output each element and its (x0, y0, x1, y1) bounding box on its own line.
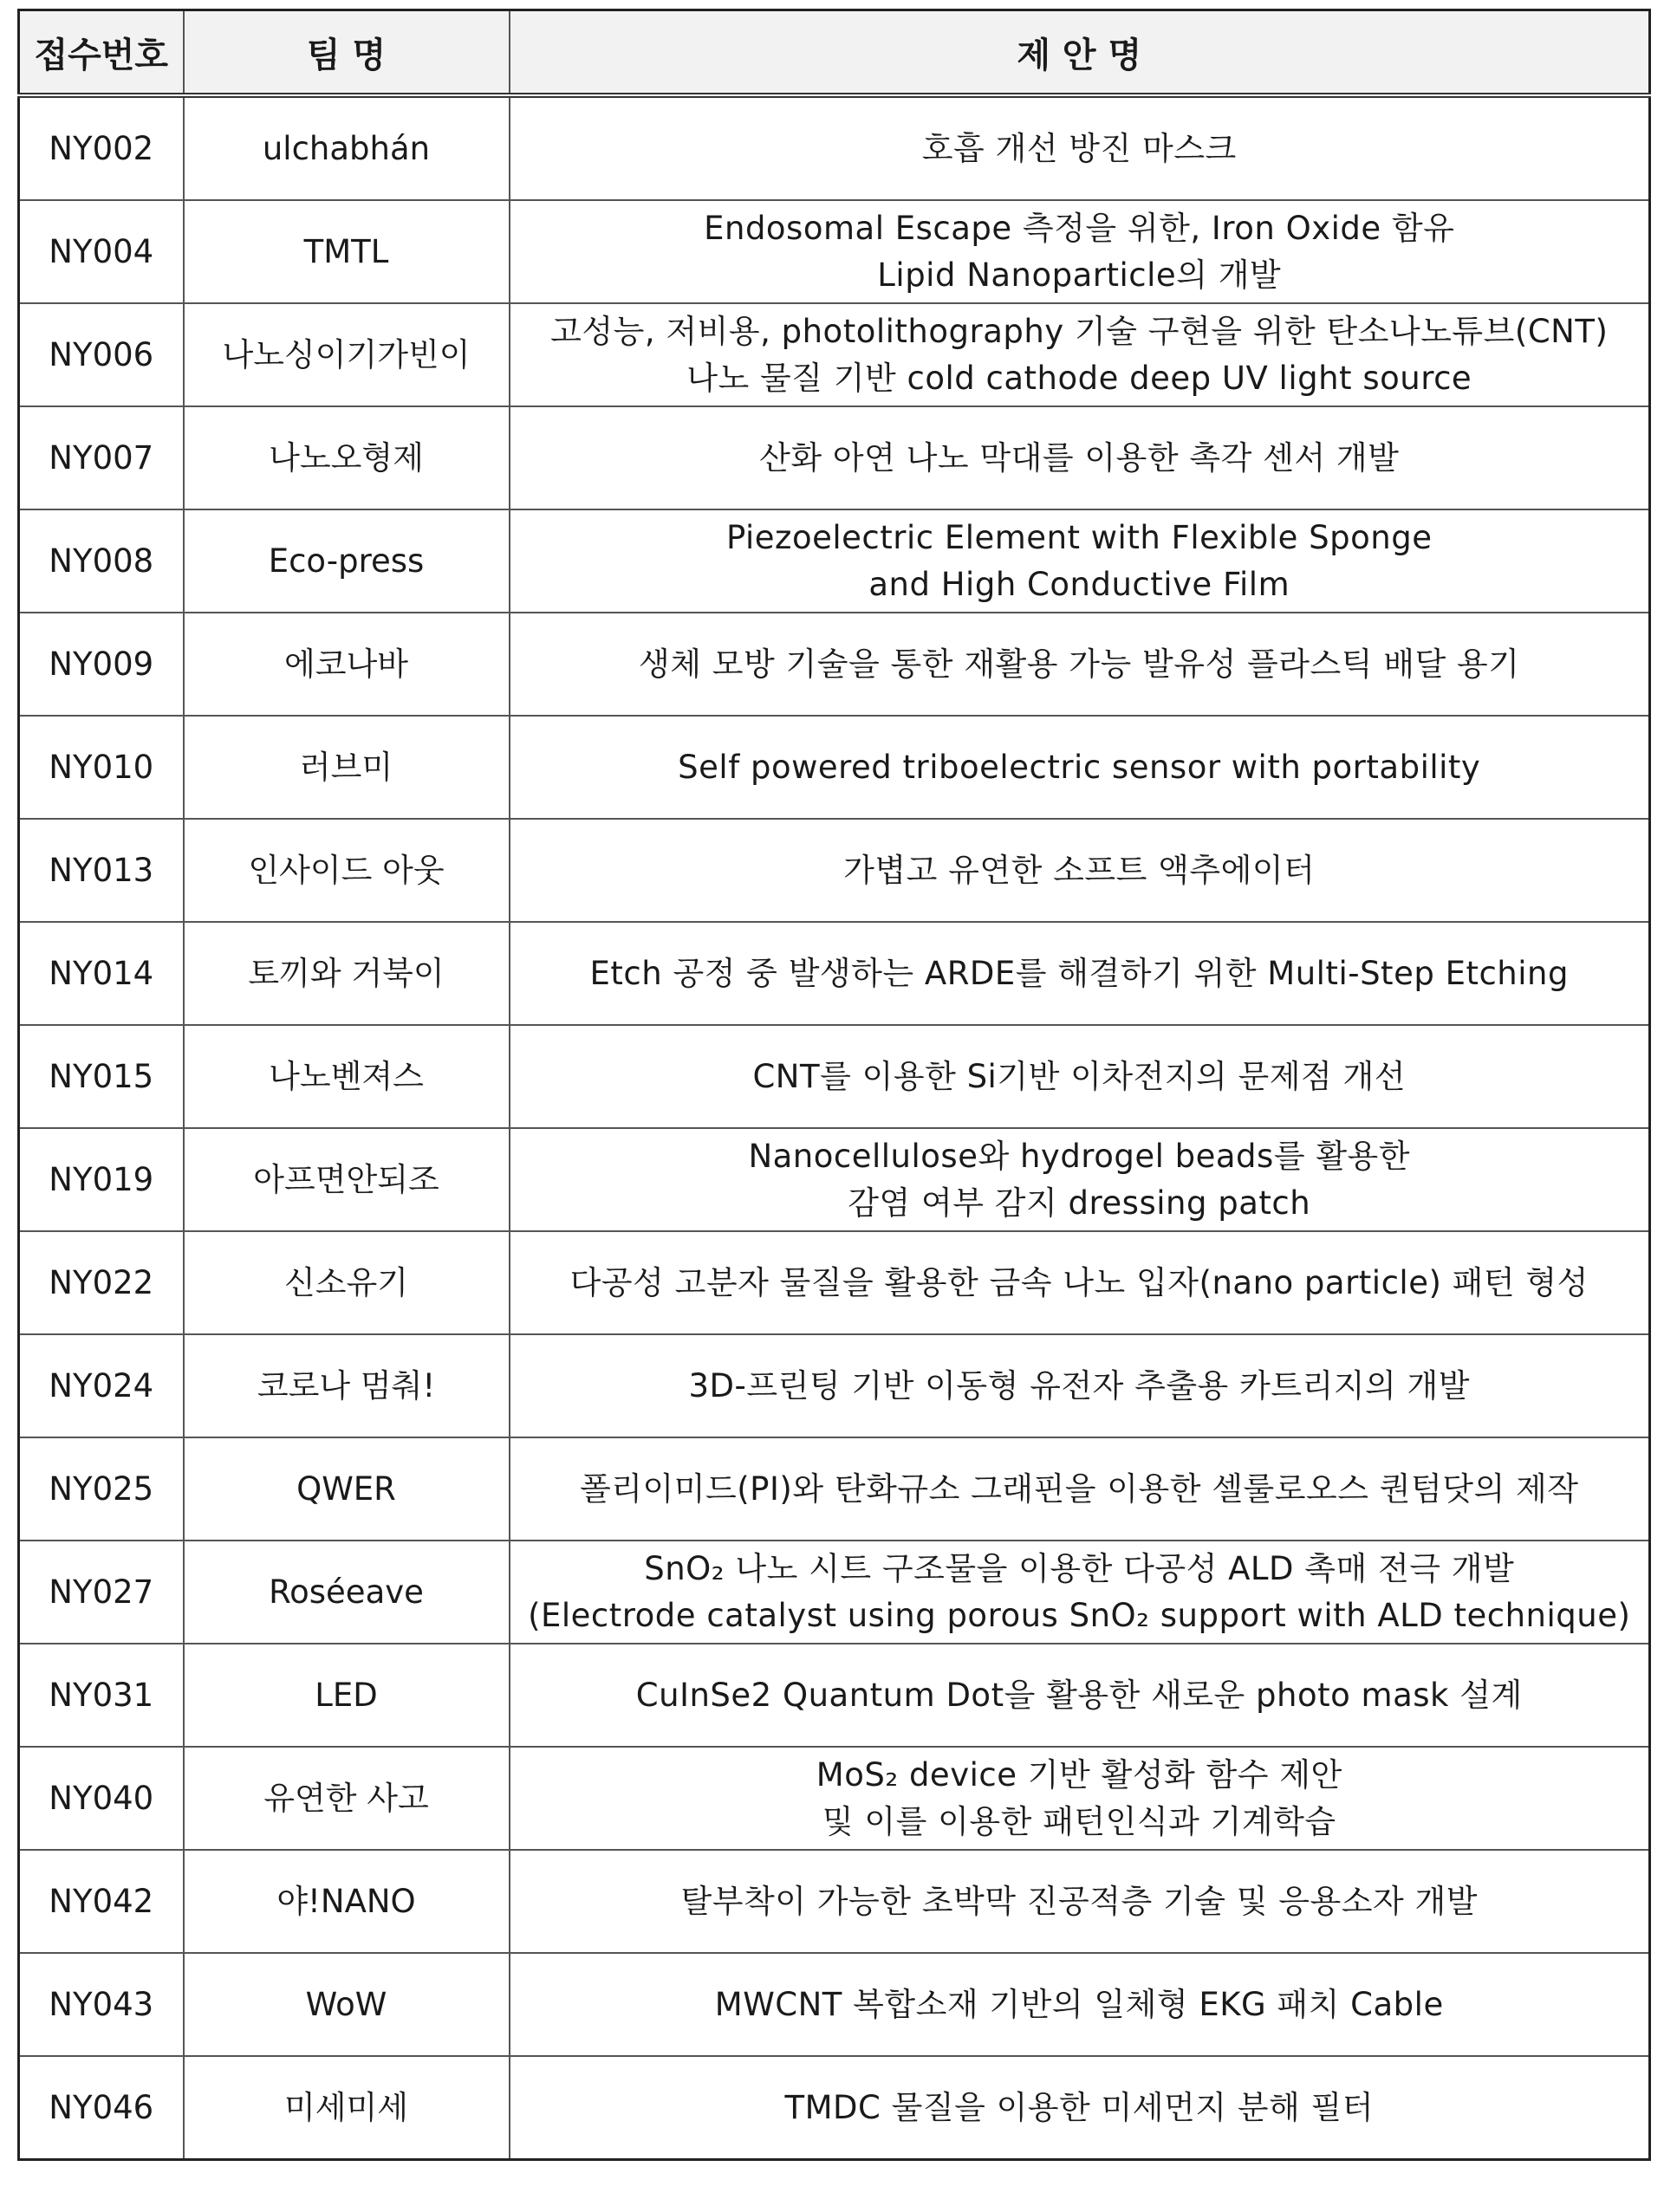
cell-number: NY009 (19, 613, 184, 716)
cell-proposal (510, 509, 1650, 613)
cell-proposal (510, 819, 1650, 922)
table-row (19, 1541, 1650, 1644)
table-row (19, 1128, 1650, 1231)
table-row (19, 2056, 1650, 2160)
cell-proposal (510, 200, 1650, 303)
table-row (19, 406, 1650, 509)
proposal-line: 고성능, 저비용, photolithography 기술 구현을 위한 탄소나노튜브(CNT) (550, 312, 1609, 350)
cell-number: NY007 (19, 406, 184, 509)
proposal-line: MWCNT 복합소재 기반의 일체형 EKG 패치 Cable (714, 1985, 1444, 2023)
cell-number: NY046 (19, 2056, 184, 2160)
cell-team: 아프면안되조 (184, 1128, 510, 1231)
table-row (19, 1747, 1650, 1850)
proposal-line: Etch 공정 중 발생하는 ARDE를 해결하기 위한 Multi-Step Etching (589, 954, 1569, 992)
cell-proposal (510, 1437, 1650, 1541)
cell-team: 인사이드 아웃 (184, 819, 510, 922)
proposal-line: 3D-프린팅 기반 이동형 유전자 추출용 카트리지의 개발 (688, 1366, 1471, 1404)
cell-team: 토끼와 거북이 (184, 922, 510, 1025)
cell-number: NY013 (19, 819, 184, 922)
proposal-table (17, 9, 1651, 2161)
proposal-line: 나노 물질 기반 cold cathode deep UV light source (686, 359, 1472, 397)
cell-proposal (510, 406, 1650, 509)
cell-number: NY025 (19, 1437, 184, 1541)
cell-proposal (510, 1850, 1650, 1953)
table-row (19, 613, 1650, 716)
cell-number: NY002 (19, 95, 184, 200)
cell-team: 미세미세 (184, 2056, 510, 2160)
table-row (19, 303, 1650, 406)
table-header (19, 10, 1650, 96)
proposal-line: 및 이를 이용한 패턴인식과 기계학습 (822, 1802, 1336, 1840)
cell-team: LED (184, 1644, 510, 1747)
proposal-line: Self powered triboelectric sensor with portability (678, 748, 1481, 786)
cell-proposal (510, 1025, 1650, 1128)
proposal-line: 다공성 고분자 물질을 활용한 금속 나노 입자(nano particle) 패턴 형성 (569, 1263, 1589, 1301)
proposal-line: Lipid Nanoparticle의 개발 (877, 256, 1282, 294)
table-body (19, 95, 1650, 2160)
proposal-line: Nanocellulose와 hydrogel beads를 활용한 (748, 1137, 1411, 1175)
cell-proposal (510, 1953, 1650, 2056)
cell-number: NY006 (19, 303, 184, 406)
proposal-line: 생체 모방 기술을 통한 재활용 가능 발유성 플라스틱 배달 용기 (639, 645, 1520, 683)
proposal-line: (Electrode catalyst using porous SnO₂ support with ALD technique) (528, 1596, 1631, 1634)
cell-number: NY019 (19, 1128, 184, 1231)
table-row (19, 922, 1650, 1025)
table-row (19, 509, 1650, 613)
cell-team: Eco-press (184, 509, 510, 613)
cell-proposal (510, 1541, 1650, 1644)
table-row (19, 1025, 1650, 1128)
proposal-line: TMDC 물질을 이용한 미세먼지 분해 필터 (784, 2088, 1375, 2126)
proposal-line: 가볍고 유연한 소프트 액추에이터 (843, 851, 1316, 889)
cell-proposal (510, 303, 1650, 406)
table-row (19, 95, 1650, 200)
table-row (19, 200, 1650, 303)
cell-number: NY014 (19, 922, 184, 1025)
proposal-line: MoS₂ device 기반 활성화 함수 제안 (816, 1755, 1342, 1794)
proposal-line: Piezoelectric Element with Flexible Sponge (725, 518, 1433, 556)
proposal-line: 폴리이미드(PI)와 탄화규소 그래핀을 이용한 셀룰로오스 퀀텀닷의 제작 (580, 1469, 1579, 1508)
cell-number: NY042 (19, 1850, 184, 1953)
table-row (19, 819, 1650, 922)
header-proposal: 제 안 명 (510, 10, 1650, 96)
cell-proposal (510, 613, 1650, 716)
cell-number: NY022 (19, 1231, 184, 1334)
proposal-line: 탈부착이 가능한 초박막 진공적층 기술 및 응용소자 개발 (680, 1882, 1478, 1920)
cell-proposal (510, 95, 1650, 200)
table-row (19, 716, 1650, 819)
cell-team: Roséeave (184, 1541, 510, 1644)
cell-proposal (510, 716, 1650, 819)
cell-team: 야!NANO (184, 1850, 510, 1953)
cell-team: 나노싱이기가빈이 (184, 303, 510, 406)
header-row (19, 10, 1650, 96)
cell-team: QWER (184, 1437, 510, 1541)
cell-proposal (510, 1231, 1650, 1334)
table-row (19, 1953, 1650, 2056)
cell-proposal (510, 1128, 1650, 1231)
cell-team: 유연한 사고 (184, 1747, 510, 1850)
cell-number: NY027 (19, 1541, 184, 1644)
cell-team: 코로나 멈춰! (184, 1334, 510, 1437)
proposal-line: CuInSe2 Quantum Dot을 활용한 새로운 photo mask 설계 (635, 1676, 1523, 1714)
proposal-line: 호흡 개선 방진 마스크 (921, 129, 1237, 167)
table-row (19, 1437, 1650, 1541)
cell-number: NY010 (19, 716, 184, 819)
header-number: 접수번호 (19, 10, 184, 96)
cell-number: NY024 (19, 1334, 184, 1437)
table-row (19, 1644, 1650, 1747)
table-row (19, 1231, 1650, 1334)
cell-team: 신소유기 (184, 1231, 510, 1334)
cell-team: 에코나바 (184, 613, 510, 716)
cell-team: 나노벤져스 (184, 1025, 510, 1128)
cell-proposal (510, 1644, 1650, 1747)
cell-team: 러브미 (184, 716, 510, 819)
cell-team: 나노오형제 (184, 406, 510, 509)
cell-number: NY031 (19, 1644, 184, 1747)
cell-proposal (510, 2056, 1650, 2160)
proposal-line: 산화 아연 나노 막대를 이용한 촉각 센서 개발 (759, 438, 1400, 477)
cell-number: NY004 (19, 200, 184, 303)
cell-team: WoW (184, 1953, 510, 2056)
proposal-line: and High Conductive Film (868, 565, 1290, 603)
table-row (19, 1334, 1650, 1437)
cell-proposal (510, 922, 1650, 1025)
cell-number: NY043 (19, 1953, 184, 2056)
proposal-line: SnO₂ 나노 시트 구조물을 이용한 다공성 ALD 촉매 전극 개발 (644, 1549, 1515, 1587)
cell-proposal (510, 1334, 1650, 1437)
cell-number: NY015 (19, 1025, 184, 1128)
cell-team: ulchabhán (184, 95, 510, 200)
cell-number: NY040 (19, 1747, 184, 1850)
cell-number: NY008 (19, 509, 184, 613)
cell-proposal (510, 1747, 1650, 1850)
proposal-line: Endosomal Escape 측정을 위한, Iron Oxide 함유 (704, 209, 1455, 247)
cell-team: TMTL (184, 200, 510, 303)
header-team: 팀 명 (184, 10, 510, 96)
proposal-line: CNT를 이용한 Si기반 이차전지의 문제점 개선 (752, 1057, 1407, 1095)
proposal-line: 감염 여부 감지 dressing patch (848, 1184, 1311, 1222)
table-row (19, 1850, 1650, 1953)
